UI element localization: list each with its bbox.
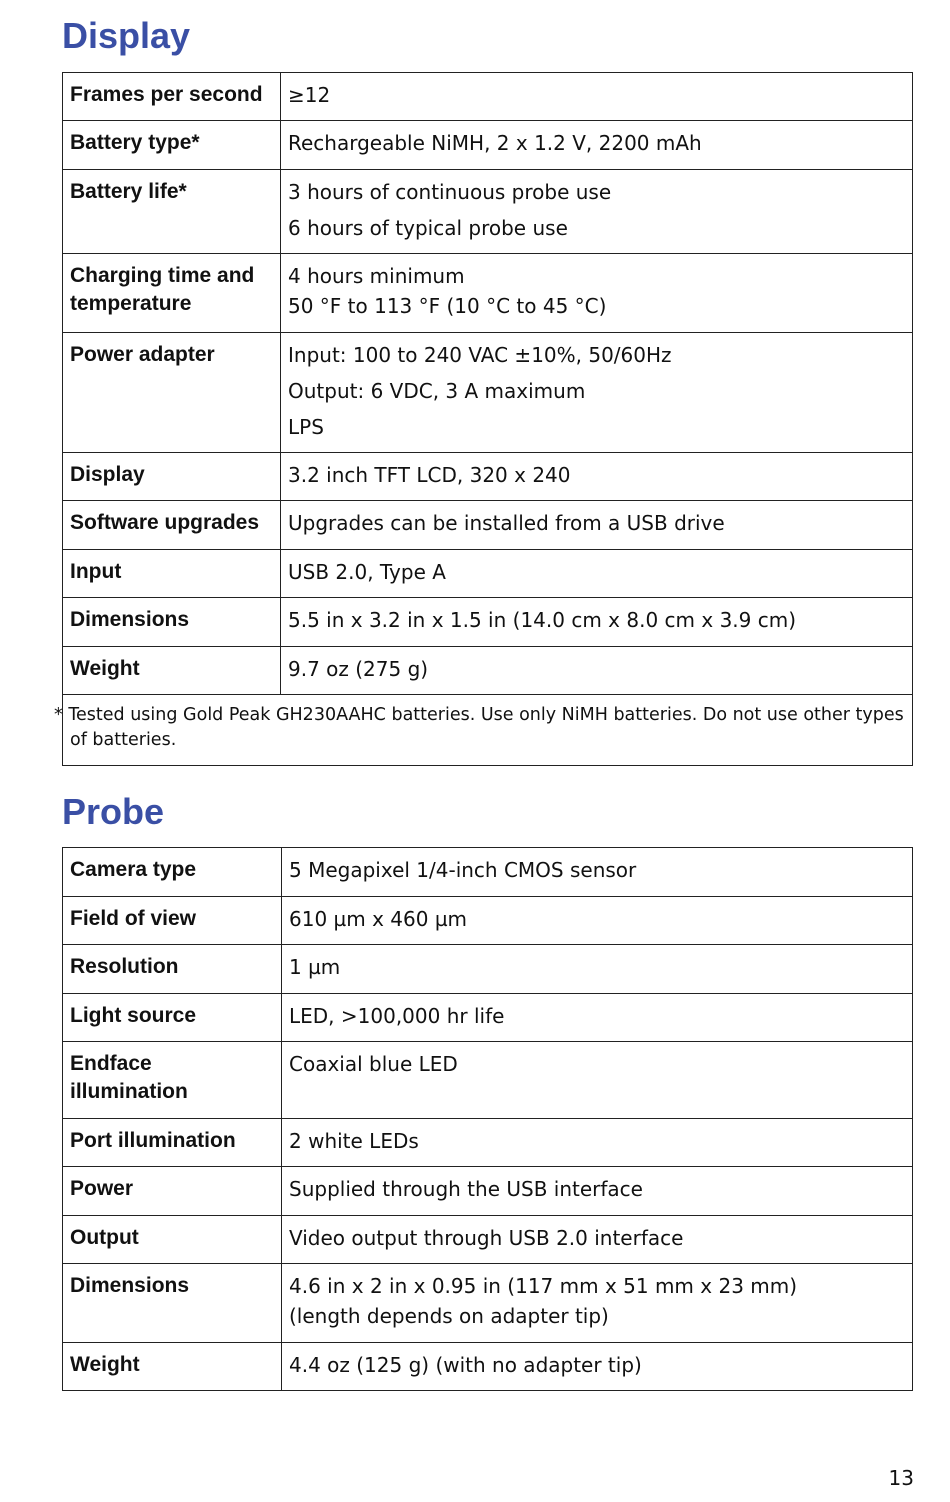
- page-number: 13: [888, 1466, 914, 1490]
- table-row: [63, 598, 913, 647]
- spec-value: [281, 501, 913, 550]
- spec-label: Resolution: [63, 945, 282, 994]
- spec-value: [281, 254, 913, 333]
- spec-value: [282, 1042, 913, 1119]
- spec-label: Battery life*: [63, 170, 281, 254]
- spec-label: Endface illumination: [63, 1042, 282, 1119]
- spec-value: [282, 1167, 913, 1216]
- spec-value-line: 9.7 oz (275 g): [288, 657, 429, 681]
- spec-value-line: ≥12: [288, 83, 331, 107]
- spec-value-line: 2 white LEDs: [289, 1129, 419, 1153]
- spec-value-line: 6 hours of typical probe use: [288, 216, 568, 240]
- spec-label: Power adapter: [63, 333, 281, 453]
- spec-value: [281, 121, 913, 170]
- spec-label: Light source: [63, 994, 282, 1042]
- spec-value: [281, 598, 913, 647]
- spec-value-line: 5 Megapixel 1/4-inch CMOS sensor: [289, 858, 637, 882]
- spec-label: Weight: [63, 1343, 282, 1391]
- spec-value-line: 1 µm: [289, 955, 341, 979]
- spec-value: [282, 897, 913, 945]
- table-row: [63, 550, 913, 598]
- table-row: [63, 453, 913, 501]
- table-row: [63, 501, 913, 550]
- spec-value: [281, 170, 913, 254]
- table-row: [63, 1167, 913, 1216]
- table-row: [63, 121, 913, 170]
- spec-value: [281, 647, 913, 695]
- spec-value: [282, 1343, 913, 1391]
- table-row: [63, 1119, 913, 1167]
- table-row: [63, 1216, 913, 1264]
- spec-label: Frames per second: [63, 73, 281, 121]
- spec-value: [282, 994, 913, 1042]
- spec-value-line: Upgrades can be installed from a USB drive: [288, 511, 725, 535]
- table-row: [63, 1042, 913, 1119]
- spec-value-line: USB 2.0, Type A: [288, 560, 446, 584]
- spec-value: [282, 848, 913, 897]
- table-row: [63, 333, 913, 453]
- spec-value-line: LPS: [288, 415, 324, 439]
- spec-value-line: 610 µm x 460 µm: [289, 907, 468, 931]
- spec-value-line: 4.4 oz (125 g) (with no adapter tip): [289, 1353, 642, 1377]
- spec-label: Camera type: [63, 848, 282, 897]
- spec-label: Software upgrades: [63, 501, 281, 550]
- spec-value-line: Video output through USB 2.0 interface: [289, 1226, 684, 1250]
- spec-label: Input: [63, 550, 281, 598]
- table-row: [63, 1343, 913, 1391]
- probe-spec-table: [62, 847, 913, 1391]
- spec-value-line: Rechargeable NiMH, 2 x 1.2 V, 2200 mAh: [288, 131, 702, 155]
- spec-value-line: Output: 6 VDC, 3 A maximum: [288, 379, 586, 403]
- table-row: [63, 647, 913, 695]
- spec-label: Output: [63, 1216, 282, 1264]
- table-row: [63, 254, 913, 333]
- spec-label: Port illumination: [63, 1119, 282, 1167]
- spec-label: Dimensions: [63, 1264, 282, 1343]
- table-row: [63, 1264, 913, 1343]
- spec-value-line: Input: 100 to 240 VAC ±10%, 50/60Hz: [288, 343, 672, 367]
- footnote-row: [63, 695, 913, 766]
- table-row: [63, 994, 913, 1042]
- spec-label: Display: [63, 453, 281, 501]
- table-row: [63, 945, 913, 994]
- probe-section-title: Probe: [62, 791, 165, 832]
- spec-value-line: 3.2 inch TFT LCD, 320 x 240: [288, 463, 571, 487]
- display-section-title: Display: [62, 15, 191, 56]
- spec-value-line: Supplied through the USB interface: [289, 1177, 643, 1201]
- spec-label: Dimensions: [63, 598, 281, 647]
- spec-value: [281, 333, 913, 453]
- spec-value-line: 4.6 in x 2 in x 0.95 in (117 mm x 51 mm x 23 mm): [289, 1274, 798, 1298]
- spec-value: [281, 73, 913, 121]
- spec-value: [281, 453, 913, 501]
- spec-value-line: 50 °F to 113 °F (10 °C to 45 °C): [288, 294, 607, 318]
- spec-value: [281, 550, 913, 598]
- spec-value-line: Coaxial blue LED: [289, 1052, 458, 1076]
- spec-value: [282, 1264, 913, 1343]
- display-spec-table: [54, 72, 913, 766]
- table-row: [63, 848, 913, 897]
- table-row: [63, 73, 913, 121]
- spec-value: [282, 945, 913, 994]
- spec-value-line: (length depends on adapter tip): [289, 1304, 609, 1328]
- spec-value-line: 4 hours minimum: [288, 264, 465, 288]
- battery-footnote: * Tested using Gold Peak GH230AAHC batteries. Use only NiMH batteries. Do not use other types of batteries.: [63, 695, 913, 766]
- spec-label: Weight: [63, 647, 281, 695]
- table-row: [63, 170, 913, 254]
- spec-label: Field of view: [63, 897, 282, 945]
- spec-value-line: 3 hours of continuous probe use: [288, 180, 612, 204]
- spec-label: Battery type*: [63, 121, 281, 170]
- spec-label: Charging time and temperature: [63, 254, 281, 333]
- spec-value-line: LED, >100,000 hr life: [289, 1004, 505, 1028]
- spec-value: [282, 1216, 913, 1264]
- spec-value: [282, 1119, 913, 1167]
- spec-value-line: 5.5 in x 3.2 in x 1.5 in (14.0 cm x 8.0 cm x 3.9 cm): [288, 608, 797, 632]
- table-row: [63, 897, 913, 945]
- spec-label: Power: [63, 1167, 282, 1216]
